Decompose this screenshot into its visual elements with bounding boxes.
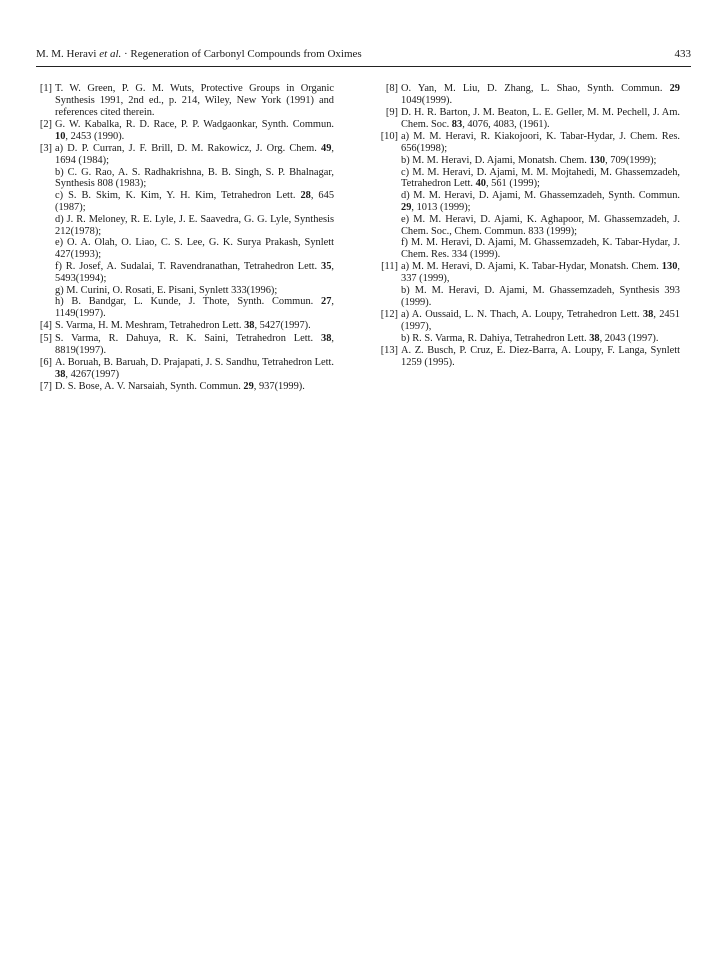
ref-volume: 83 xyxy=(451,118,463,130)
reference-number: [13] xyxy=(380,345,398,357)
ref-volume: 29 xyxy=(669,83,680,94)
reference-number: [6] xyxy=(39,356,52,368)
reference-number: [10] xyxy=(380,131,398,143)
reference-text: G. W. Kabalka, R. D. Race, P. P. Wadgaonkar, Synth. Commun. 10, 2453 (1990). xyxy=(55,118,334,142)
ref-volume: 38 xyxy=(642,309,654,321)
reference-item xyxy=(34,320,334,332)
references-left-column xyxy=(34,83,334,393)
reference-text: T. W. Green, P. G. M. Wuts, Protective Groups in Organic Synthesis 1991, 2nd ed., p. 214, Wiley, New York (1991) and references cited therein. xyxy=(55,83,334,118)
reference-text: D. S. Bose, A. V. Narsaiah, Synth. Commun. 29, 937(1999). xyxy=(55,380,305,392)
reference-number: [5] xyxy=(39,332,52,344)
reference-number: [4] xyxy=(39,320,52,332)
ref-volume: 38 xyxy=(244,320,255,332)
references-right-column xyxy=(380,83,680,369)
reference-item xyxy=(34,333,334,357)
ref-volume: 130 xyxy=(589,154,606,166)
reference-subentry: a) D. P. Curran, J. F. Brill, D. M. Rakowicz, J. Org. Chem. 49, 1694 (1984); xyxy=(55,142,334,166)
reference-subentry: e) O. A. Olah, O. Liao, C. S. Lee, G. K. Surya Prakash, Synlett 427(1993); xyxy=(55,237,334,261)
ref-volume: 29 xyxy=(243,380,254,392)
reference-item xyxy=(380,261,680,308)
reference-subentry: e) M. M. Heravi, D. Ajami, K. Aghapoor, M. Ghassemzadeh, J. Chem. Soc., Chem. Commun. 833 (1999); xyxy=(401,213,680,237)
running-header xyxy=(36,44,691,67)
reference-number: [11] xyxy=(381,261,398,273)
ref-volume: 40 xyxy=(475,178,486,190)
reference-text: D. H. R. Barton, J. M. Beaton, L. E. Geller, M. M. Pechell, J. Am. Chem. Soc. 83, 4076, 4083, (1961). xyxy=(401,107,680,130)
reference-number: [1] xyxy=(39,83,52,94)
reference-text xyxy=(401,309,680,344)
reference-item xyxy=(380,309,680,344)
reference-subentry: h) B. Bandgar, L. Kunde, J. Thote, Synth. Commun. 27, 1149(1997). xyxy=(55,296,334,320)
reference-item xyxy=(34,143,334,320)
reference-text xyxy=(55,143,334,320)
reference-subentry: f) M. M. Heravi, D. Ajami, M. Ghassemzadeh, K. Tabar-Hydar, J. Chem. Res. 334 (1999). xyxy=(401,237,680,261)
reference-subentry: d) M. M. Heravi, D. Ajami, M. Ghassemzadeh, Synth. Commun. 29, 1013 (1999); xyxy=(401,190,680,213)
reference-item xyxy=(380,107,680,131)
reference-number: [3] xyxy=(39,142,52,154)
reference-subentry: b) R. S. Varma, R. Dahiya, Tetrahedron Lett. 38, 2043 (1997). xyxy=(401,332,659,344)
reference-text: A. Z. Busch, P. Cruz, E. Diez-Barra, A. Loupy, F. Langa, Synlett 1259 (1995). xyxy=(401,345,680,368)
reference-subentry: b) C. G. Rao, A. S. Radhakrishna, B. B. Singh, S. P. Bhalnagar, Synthesis 808 (1983); xyxy=(55,166,334,190)
header-authors: M. M. Heravi xyxy=(36,48,100,60)
reference-number: [9] xyxy=(385,107,398,119)
reference-text: O. Yan, M. Liu, D. Zhang, L. Shao, Synth. Commun. 29 1049(1999). xyxy=(401,83,680,106)
reference-item xyxy=(380,345,680,369)
page-number: 433 xyxy=(674,48,691,60)
reference-item xyxy=(380,83,680,107)
reference-subentry: g) M. Curini, O. Rosati, E. Pisani, Synlett 333(1996); xyxy=(55,284,278,296)
header-etal: et al. xyxy=(99,48,122,60)
reference-text xyxy=(401,131,680,261)
ref-volume: 130 xyxy=(661,261,678,273)
ref-volume: 29 xyxy=(401,201,412,213)
ref-volume: 28 xyxy=(300,190,311,202)
reference-item xyxy=(34,119,334,143)
ref-volume: 35 xyxy=(321,260,332,272)
ref-volume: 27 xyxy=(321,296,332,308)
reference-subentry: a) M. M. Heravi, R. Kiakojoori, K. Tabar-Hydar, J. Chem. Res. 656(1998); xyxy=(401,131,680,154)
reference-subentry: c) S. B. Skim, K. Kim, Y. H. Kim, Tetrahedron Lett. 28, 645 (1987); xyxy=(55,190,335,213)
reference-text: A. Boruah, B. Baruah, D. Prajapati, J. S. Sandhu, Tetrahedron Lett. 38, 4267(1997) xyxy=(55,356,334,380)
reference-item xyxy=(34,357,334,381)
reference-text: S. Varma, R. Dahuya, R. K. Saini, Tetrahedron Lett. 38, 8819(1997). xyxy=(55,332,334,356)
reference-text xyxy=(401,261,680,308)
reference-number: [7] xyxy=(39,380,52,392)
reference-item xyxy=(34,381,334,393)
reference-subentry: c) M. M. Heravi, D. Ajami, M. M. Mojtahedi, M. Ghassemzadeh, Tetrahedron Lett. 40, 561 (1999); xyxy=(401,166,680,190)
reference-text: S. Varma, H. M. Meshram, Tetrahedron Lett. 38, 5427(1997). xyxy=(55,320,311,332)
reference-item xyxy=(34,83,334,118)
reference-subentry: f) R. Josef, A. Sudalai, T. Ravendranathan, Tetrahedron Lett. 35, 5493(1994); xyxy=(55,260,334,284)
reference-number: [2] xyxy=(39,118,52,130)
reference-subentry: a) M. M. Heravi, D. Ajami, K. Tabar-Hydar, Monatsh. Chem. 130, 337 (1999), xyxy=(401,261,680,285)
reference-subentry: b) M. M. Heravi, D. Ajami, Monatsh. Chem. 130, 709(1999); xyxy=(401,154,657,166)
ref-volume: 38 xyxy=(55,368,66,380)
ref-volume: 38 xyxy=(589,332,600,344)
reference-number: [12] xyxy=(380,309,398,321)
header-article-title: · Regeneration of Carbonyl Compounds from Oximes xyxy=(121,48,362,60)
reference-number: [8] xyxy=(385,83,398,94)
reference-subentry: b) M. M. Heravi, D. Ajami, M. Ghassemzadeh, Synthesis 393 (1999). xyxy=(401,285,680,308)
reference-item xyxy=(380,131,680,261)
reference-subentry: d) J. R. Meloney, R. E. Lyle, J. E. Saavedra, G. G. Lyle, Synthesis 212(1978); xyxy=(55,213,334,237)
running-title xyxy=(36,44,362,64)
ref-volume: 38 xyxy=(321,332,332,344)
reference-subentry: a) A. Oussaid, L. N. Thach, A. Loupy, Tetrahedron Lett. 38, 2451 (1997), xyxy=(401,309,680,332)
ref-volume: 49 xyxy=(321,142,332,154)
ref-volume: 10 xyxy=(55,130,66,142)
